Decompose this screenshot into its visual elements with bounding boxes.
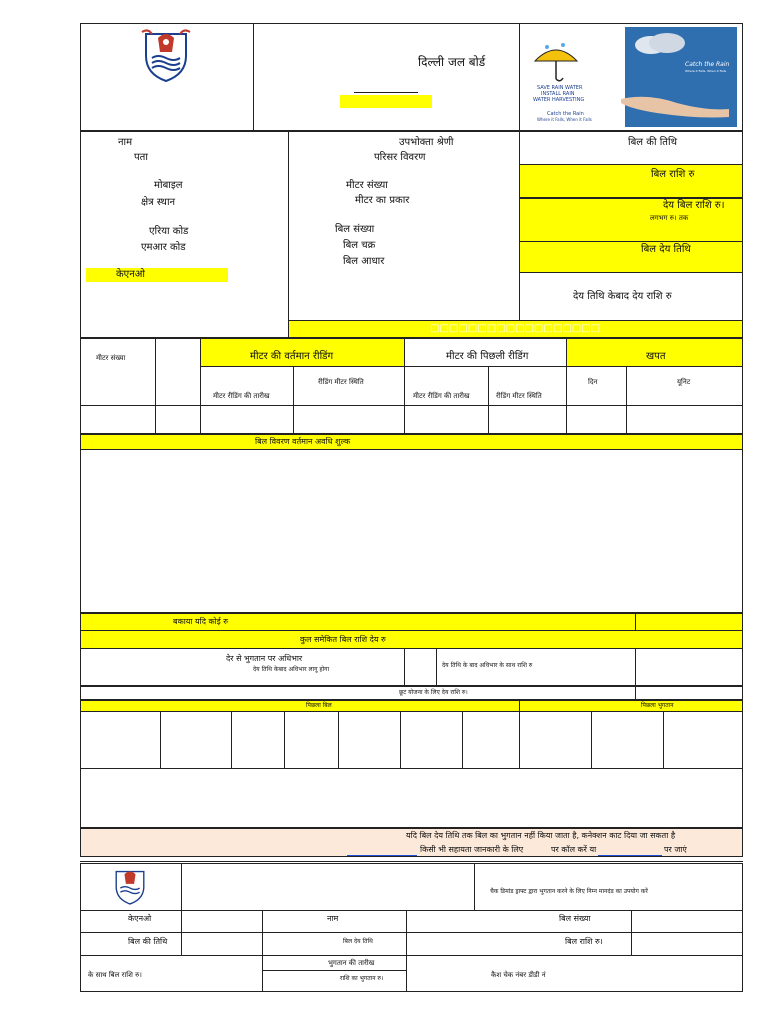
arrears-label: बकाया यदि कोई रु bbox=[173, 617, 229, 626]
cheque-note: चैक डिमांड ड्राफ्ट द्वारा भुगतान करने के लिए निम्न मानदंड का उपयोग करें bbox=[490, 888, 648, 895]
banner-right-sub: Where it Falls, When it Falls bbox=[685, 69, 727, 73]
kno-label: केएनओ bbox=[116, 269, 145, 280]
consumption-label: खपत bbox=[646, 351, 666, 362]
djb-logo-icon bbox=[138, 26, 194, 84]
org-name: दिल्ली जल बोर्ड bbox=[418, 55, 486, 69]
prev-payments-label: पिछला भुगतान bbox=[641, 702, 674, 709]
previous-reading-label: मीटर की पिछली रीडिंग bbox=[446, 351, 529, 362]
premise-label: परिसर विवरण bbox=[374, 152, 426, 163]
payable-label: देय बिल राशि रु। bbox=[663, 200, 725, 211]
address-label: पता bbox=[134, 152, 148, 163]
approx-label: लगभग रु। तक bbox=[650, 214, 689, 222]
umbrella-icon bbox=[533, 43, 579, 83]
bill-date-label: बिल की तिथि bbox=[628, 137, 677, 148]
meter-no-header: मीटर संख्या bbox=[96, 354, 126, 362]
mr-code-label: एमआर कोड bbox=[141, 242, 186, 253]
charges-body bbox=[80, 450, 743, 613]
meter-no-label: मीटर संख्या bbox=[346, 180, 388, 191]
mobile-label: मोबाइल bbox=[154, 180, 183, 191]
rain-banner bbox=[521, 25, 741, 129]
due-date-box bbox=[520, 242, 742, 272]
bill-basis-label: बिल आधार bbox=[343, 256, 385, 267]
djb-logo-small-icon bbox=[106, 866, 154, 906]
cf-bill-no: बिल संख्या bbox=[559, 914, 591, 923]
units-label: यूनिट bbox=[677, 378, 691, 386]
reading-status-2: रीडिंग मीटर स्थिति bbox=[496, 392, 542, 400]
banner-tagline-sub: Where it Falls, When it Falls bbox=[537, 117, 592, 122]
banner-right-title: Catch the Rain bbox=[685, 61, 730, 68]
reading-date-2: मीटर रीडिंग की तारीख bbox=[413, 392, 470, 400]
bill-cycle-label: बिल चक्र bbox=[343, 240, 376, 251]
bill-no-label: बिल संख्या bbox=[335, 224, 375, 235]
banner-tagline: Catch the Rain bbox=[547, 111, 584, 117]
kno-highlight bbox=[86, 268, 228, 282]
after-due-label: देय तिथि केबाद देय राशि रु bbox=[573, 291, 672, 302]
due-date-label: बिल देय तिथि bbox=[641, 244, 691, 255]
cf-payment-date: भुगतान की तारीख bbox=[328, 959, 375, 967]
cf-amount-paid: राशि का भुगतान रु। bbox=[340, 975, 384, 982]
total-label: कुल समेकित बिल राशि देय रु bbox=[300, 635, 386, 644]
area-code-label: एरिया कोड bbox=[149, 226, 189, 237]
total-row bbox=[80, 631, 743, 649]
notice-line-2: किसी भी सहायता जानकारी के लिए bbox=[420, 845, 524, 854]
bill-amount-box bbox=[519, 164, 743, 198]
current-reading-label: मीटर की वर्तमान रीडिंग bbox=[250, 351, 334, 362]
banner-text-1: SAVE RAIN WATER bbox=[537, 85, 583, 91]
cf-cash-cheque: कैश चेक नंबर डीडी नं bbox=[491, 971, 546, 979]
prev-grid bbox=[80, 712, 743, 769]
highlight-field bbox=[340, 95, 432, 108]
days-label: दिन bbox=[588, 378, 598, 386]
name-label: नाम bbox=[118, 137, 133, 148]
late-surcharge-label: देर से भुगतान पर अधिभार bbox=[226, 654, 303, 663]
banner-text-3: WATER HARVESTING bbox=[533, 97, 585, 103]
charges-title-bar bbox=[80, 434, 743, 450]
cf-bill-amount: बिल राशि रु। bbox=[565, 937, 603, 946]
notice-line-1: यदि बिल देय तिथि तक बिल का भुगतान नहीं किया जाता है, कनेक्शन काट दिया जा सकता है bbox=[406, 831, 676, 840]
after-due-amount: देय तिथि के बाद अधिभार के साथ राशि रु bbox=[442, 662, 533, 669]
cf-bill-date: बिल की तिथि bbox=[128, 937, 168, 946]
underline bbox=[354, 92, 418, 93]
prev-bills-label: पिछला बिल bbox=[306, 702, 332, 709]
cf-kno: केएनओ bbox=[128, 914, 152, 923]
cloud-icon bbox=[631, 31, 691, 57]
notice-line-2b: पर कॉल करें या bbox=[551, 845, 597, 854]
category-label: उपभोक्ता श्रेणी bbox=[399, 137, 454, 148]
meter-type-label: मीटर का प्रकार bbox=[355, 195, 410, 206]
cf-with-amount: के साथ बिल राशि रु। bbox=[88, 971, 142, 979]
bill-amount-label: बिल राशि रु bbox=[651, 169, 695, 180]
reading-date-1: मीटर रीडिंग की तारीख bbox=[213, 392, 270, 400]
after-due-surcharge: देय तिथि केबाद अधिभार लागू होगा bbox=[253, 666, 330, 673]
cf-name: नाम bbox=[327, 914, 339, 923]
hand-icon bbox=[617, 89, 733, 119]
rebate-label: छूट योजना के लिए देय राशि रु। bbox=[399, 689, 468, 696]
charges-title: बिल विवरण वर्तमान अवधि शुल्क bbox=[255, 437, 351, 446]
helpline-line bbox=[347, 855, 417, 856]
area-label: क्षेत्र स्थान bbox=[141, 197, 176, 208]
reading-status-1: रीडिंग मीटर स्थिति bbox=[318, 378, 364, 386]
blank-row bbox=[80, 769, 743, 828]
notice-line-2c: पर जाएं bbox=[664, 845, 687, 854]
boxes-text: □□□□□□□□□□□□□□□□□□ bbox=[430, 323, 601, 334]
counterfoil bbox=[80, 863, 743, 992]
late-surcharge-row bbox=[80, 649, 743, 686]
website-line bbox=[598, 855, 662, 856]
cf-due-date: बिल देय तिथि bbox=[343, 938, 373, 945]
banner-text-2: INSTALL RAIN bbox=[541, 91, 575, 97]
